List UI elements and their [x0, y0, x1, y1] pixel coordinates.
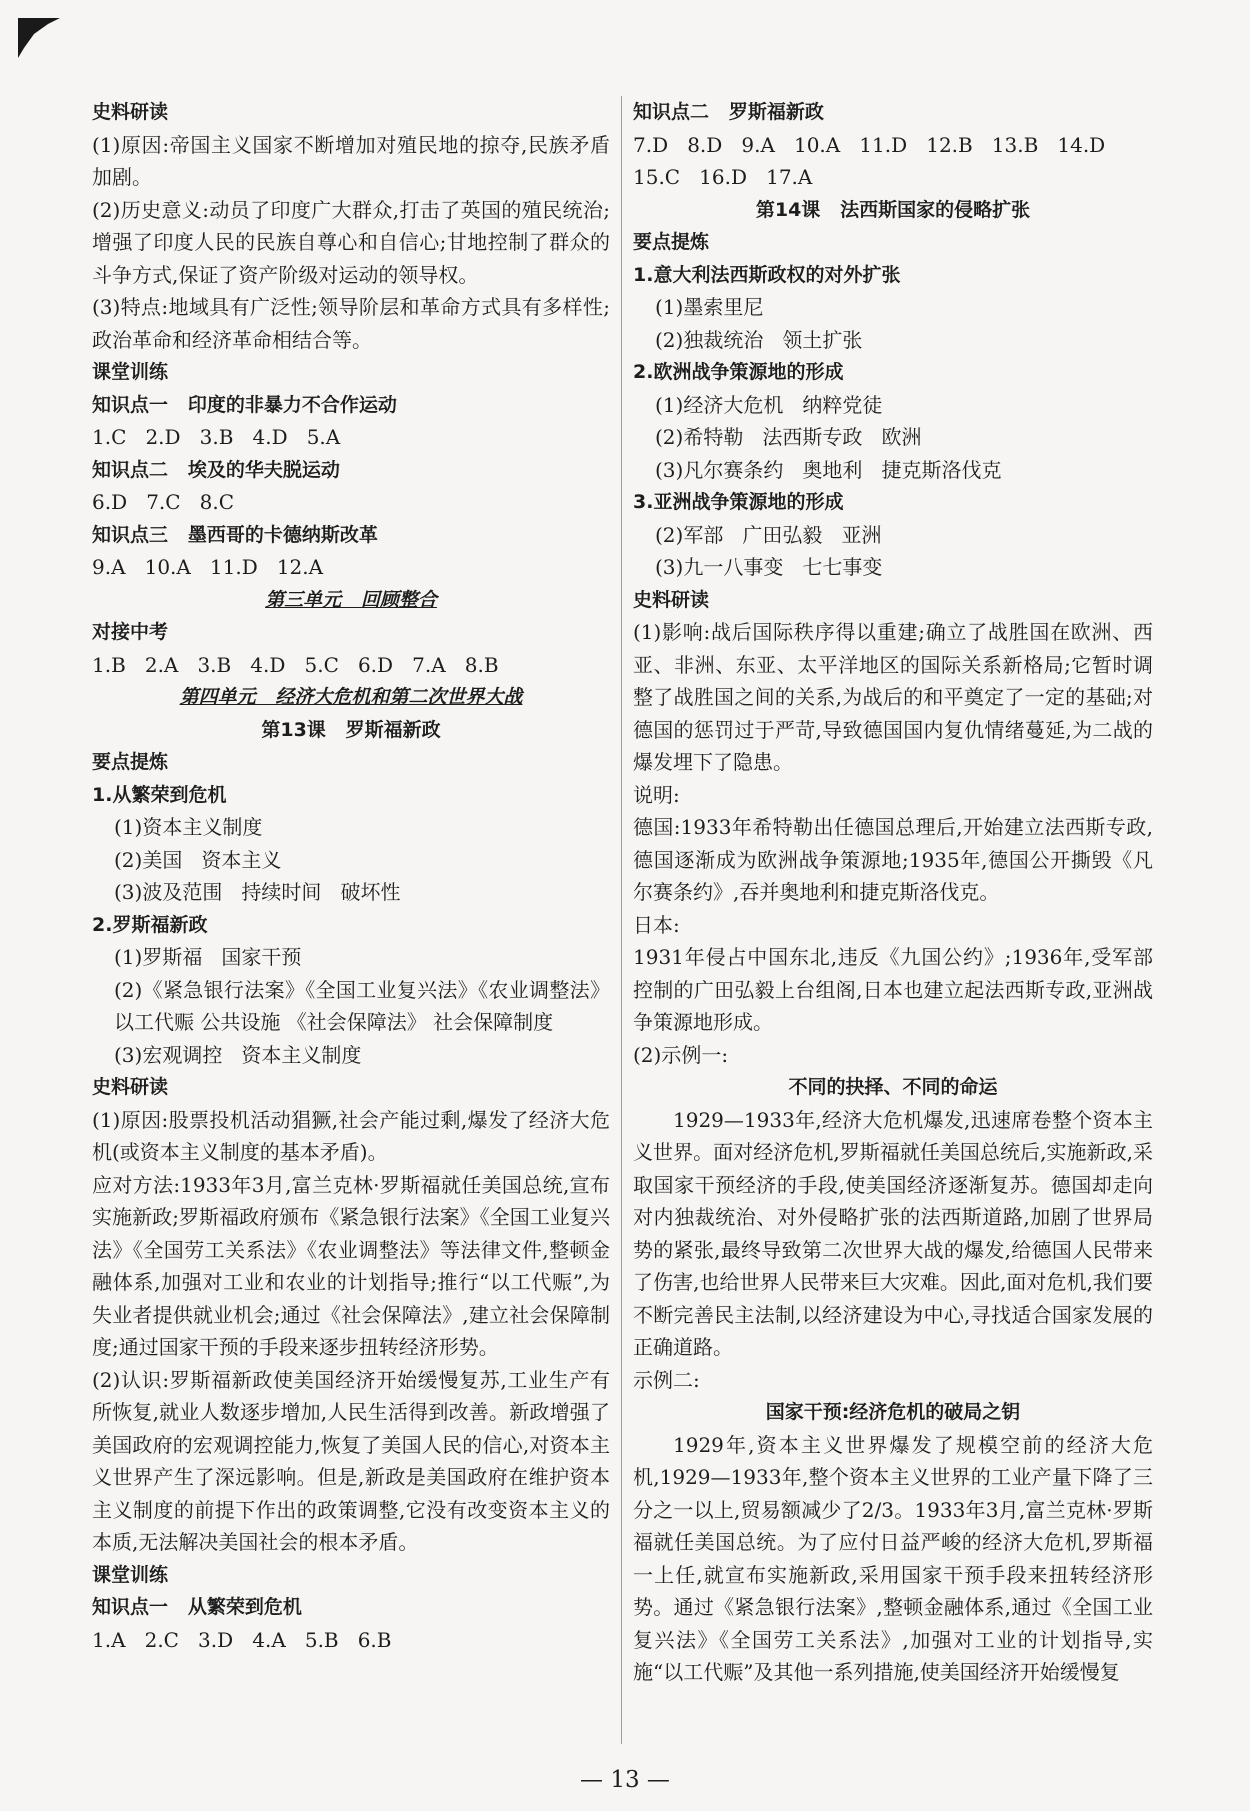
heading: 知识点三 墨西哥的卡德纳斯改革	[92, 523, 378, 546]
indented-item: (3)九一八事变 七七事变	[655, 555, 883, 579]
answer-line: 9.A 10.A 11.D 12.A	[92, 555, 324, 579]
answer-line: 1.C 2.D 3.B 4.D 5.A	[92, 425, 341, 449]
answer-line: 15.C 16.D 17.A	[633, 165, 813, 189]
answer-line: 7.D 8.D 9.A 10.A 11.D 12.B 13.B 14.D	[633, 132, 1106, 157]
centered-title: 第14课 法西斯国家的侵略扩张	[755, 198, 1031, 221]
unit-title: 第三单元 回顾整合	[265, 588, 437, 611]
paragraph: (2)示例一:	[633, 1042, 729, 1067]
heading: 1.意大利法西斯政权的对外扩张	[633, 263, 901, 286]
heading: 课堂训练	[92, 361, 169, 383]
paragraph: 1931年侵占中国东北,违反《九国公约》;1936年,受军部控制的广田弘毅上台组阁,日本也建立起法西斯专政,亚洲战争策源地形成。	[633, 945, 1153, 1034]
paragraph: 示例二:	[633, 1367, 700, 1392]
heading: 史料研读	[92, 1076, 169, 1098]
unit-title: 第四单元 经济大危机和第二次世界大战	[179, 686, 523, 708]
indented-item: (1)墨索里尼	[655, 295, 764, 319]
indented-paragraph: (2)《紧急银行法案》《全国工业复兴法》《农业调整法》 以工代赈 公共设施 《社会保障法》 社会保障制度	[114, 977, 610, 1034]
indented-item: (2)美国 资本主义	[114, 847, 282, 872]
heading: 要点提炼	[92, 751, 169, 773]
centered-title: 不同的抉择、不同的命运	[788, 1076, 998, 1098]
centered-title: 国家干预:经济危机的破局之钥	[765, 1401, 1021, 1423]
heading: 史料研读	[633, 588, 710, 611]
paragraph: (3)特点:地域具有广泛性;领导阶层和革命方式具有多样性;政治革命和经济革命相结合等。	[92, 295, 610, 352]
indented-item: (1)罗斯福 国家干预	[114, 945, 302, 969]
heading: 史料研读	[92, 101, 169, 123]
answer-line: 1.B 2.A 3.B 4.D 5.C 6.D 7.A 8.B	[92, 652, 499, 677]
answer-line: 6.D 7.C 8.C	[92, 490, 235, 514]
indented-item: (3)宏观调控 资本主义制度	[114, 1042, 362, 1067]
right-column	[633, 96, 1153, 1689]
indented-item: (3)波及范围 持续时间 破坏性	[114, 880, 401, 904]
heading: 对接中考	[92, 621, 169, 643]
paragraph: 应对方法:1933年3月,富兰克林·罗斯福就任美国总统,宣布实施新政;罗斯福政府颁布《紧急银行法案》《全国工业复兴法》《全国劳工关系法》《农业调整法》等法律文件,整顿金融体系,加强对工业和农业的计划指导;推行“以工代赈”,为失业者提供就业机会;通过《社会保障法》,建立社会保障制度;通过国家干预的手段来逐步扭转经济形势。	[92, 1172, 610, 1359]
heading: 2.罗斯福新政	[92, 913, 208, 936]
paragraph: (1)原因:股票投机活动猖獗,社会产能过剩,爆发了经济大危机(或资本主义制度的基本矛盾)。	[92, 1107, 610, 1164]
answer-line: 1.A 2.C 3.D 4.A 5.B 6.B	[92, 1627, 392, 1652]
heading: 知识点二 埃及的华夫脱运动	[92, 458, 340, 481]
centered-title: 第13课 罗斯福新政	[261, 718, 441, 741]
heading: 知识点一 印度的非暴力不合作运动	[92, 393, 397, 416]
page-number: — 13 —	[580, 1767, 670, 1793]
paragraph: 日本:	[633, 912, 680, 937]
indented-item: (2)军部 广田弘毅 亚洲	[655, 522, 882, 547]
paragraph: (1)影响:战后国际秩序得以重建;确立了战胜国在欧洲、西亚、非洲、东亚、太平洋地区的国际关系新格局;它暂时调整了战胜国之间的关系,为战后的和平奠定了一定的基础;对德国的惩罚过于严苛,导致德国国内复仇情绪蔓延,为二战的爆发埋下了隐患。	[633, 620, 1153, 774]
heading: 3.亚洲战争策源地的形成	[633, 491, 844, 513]
heading: 要点提炼	[633, 231, 710, 253]
paragraph: (2)认识:罗斯福新政使美国经济开始缓慢复苏,工业生产有所恢复,就业人数逐步增加,人民生活得到改善。新政增强了美国政府的宏观调控能力,恢复了美国人民的信心,对资本主义世界产生了深远影响。但是,新政是美国政府在维护资本主义制度的前提下作出的政策调整,它没有改变资本主义的本质,无法解决美国社会的根本矛盾。	[92, 1367, 610, 1554]
indented-item: (2)独裁统治 领土扩张	[655, 327, 863, 352]
indented-paragraph: 1929—1933年,经济大危机爆发,迅速席卷整个资本主义世界。面对经济危机,罗斯福就任美国总统后,实施新政,采取国家干预经济的手段,使美国经济逐渐复苏。德国却走向对内独裁统治、对外侵略扩张的法西斯道路,加剧了世界局势的紧张,最终导致第二次世界大战的爆发,给德国人民带来了伤害,也给世界人民带来巨大灾难。因此,面对危机,我们要不断完善民主法制,以经济建设为中心,寻找适合国家发展的正确道路。	[633, 1107, 1153, 1359]
paragraph: (2)历史意义:动员了印度广大群众,打击了英国的殖民统治;增强了印度人民的民族自尊心和自信心;甘地控制了群众的斗争方式,保证了资产阶级对运动的领导权。	[92, 197, 610, 287]
heading: 知识点二 罗斯福新政	[633, 101, 824, 123]
indented-item: (3)凡尔赛条约 奥地利 捷克斯洛伐克	[655, 457, 1002, 482]
heading: 知识点一 从繁荣到危机	[92, 1596, 302, 1618]
paragraph: 说明:	[633, 782, 680, 807]
indented-item: (2)希特勒 法西斯专政 欧洲	[655, 425, 922, 449]
heading: 2.欧洲战争策源地的形成	[633, 361, 844, 383]
paragraph: 德国:1933年希特勒出任德国总理后,开始建立法西斯专政,德国逐渐成为欧洲战争策源地;1935年,德国公开撕毁《凡尔赛条约》,吞并奥地利和捷克斯洛伐克。	[633, 815, 1153, 904]
corner-mark-icon	[18, 18, 60, 58]
left-column	[92, 96, 610, 1656]
indented-item: (1)资本主义制度	[114, 815, 263, 839]
indented-item: (1)经济大危机 纳粹党徒	[655, 392, 883, 417]
heading: 1.从繁荣到危机	[92, 783, 227, 806]
heading: 课堂训练	[92, 1563, 169, 1586]
indented-paragraph: 1929年,资本主义世界爆发了规模空前的经济大危机,1929—1933年,整个资本主义世界的工业产量下降了三分之一以上,贸易额减少了2/3。1933年3月,富兰克林·罗斯福就任美国总统。为了应付日益严峻的经济大危机,罗斯福一上任,就宣布实施新政,采用国家干预手段来扭转经济形势。通过《紧急银行法案》,整顿金融体系,通过《全国工业复兴法》《全国劳工关系法》,加强对工业的计划指导,实施“以工代赈”及其他一系列措施,使美国经济开始缓慢复	[633, 1432, 1153, 1684]
column-divider	[621, 96, 622, 1744]
paragraph: (1)原因:帝国主义国家不断增加对殖民地的掠夺,民族矛盾加剧。	[92, 132, 610, 189]
